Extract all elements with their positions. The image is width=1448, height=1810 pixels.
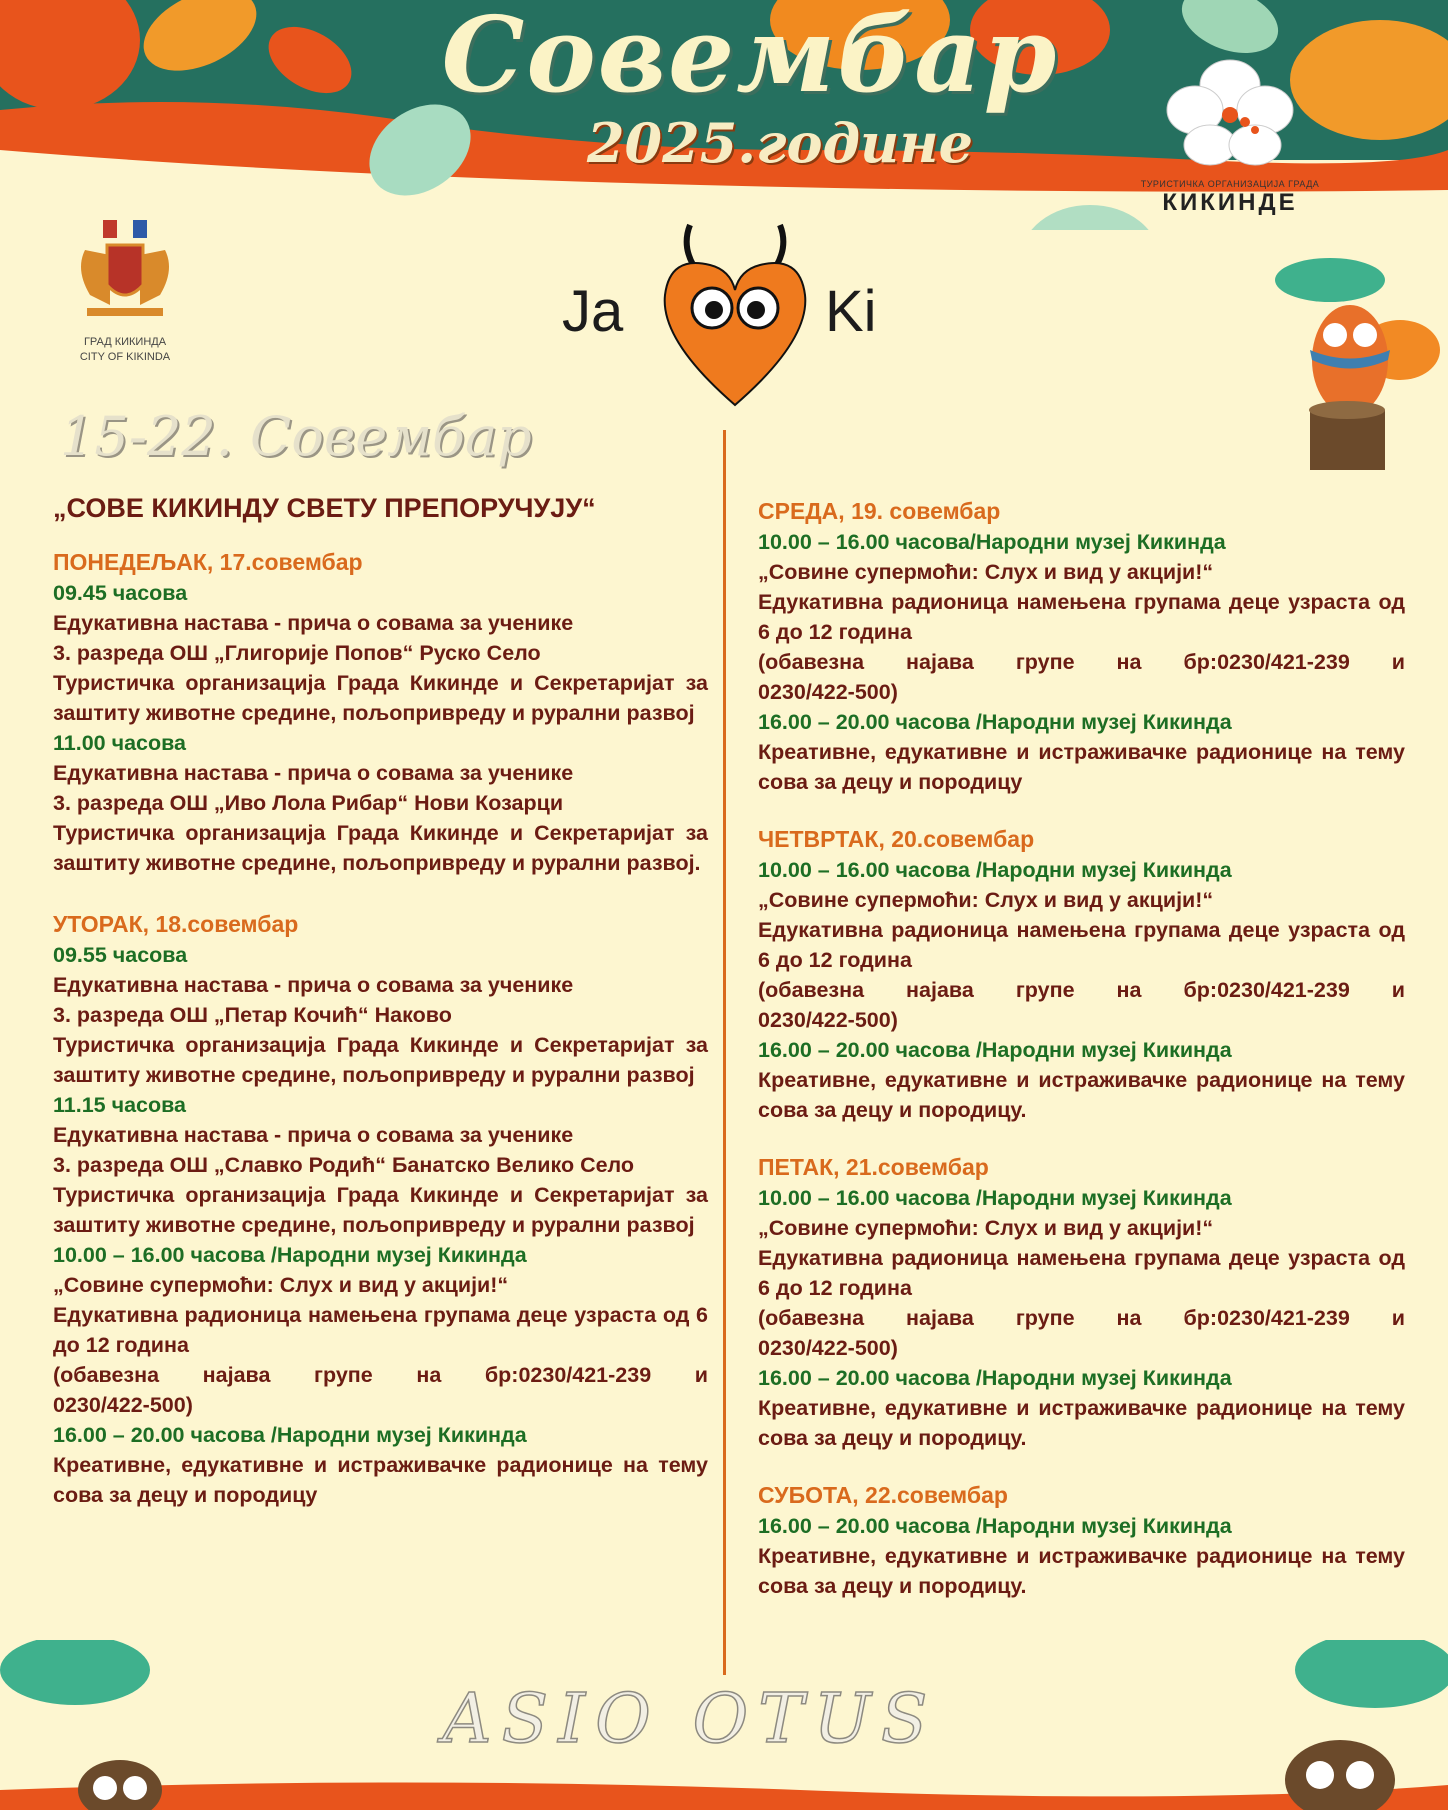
- booking-info: 0230/422-500): [758, 1008, 898, 1032]
- schedule-right-column: [758, 495, 1405, 1601]
- event-description: 3. разреда ОШ „Иво Лола Рибар“ Нови Козарци: [53, 791, 564, 815]
- headline: „СОВЕ КИКИНДУ СВЕТУ ПРЕПОРУЧУЈУ“: [53, 493, 596, 523]
- jaki-left-text: Ja: [562, 279, 624, 344]
- event-time: 10.00 – 16.00 часова /Народни музеј Кикинда: [758, 858, 1232, 882]
- flower-icon: [1155, 50, 1305, 170]
- event-time: 09.45 часова: [53, 581, 188, 605]
- event-description: 3. разреда ОШ „Глигорије Попов“ Руско Село: [53, 641, 541, 665]
- event-time: 16.00 – 20.00 часова /Народни музеј Кикинда: [758, 1366, 1232, 1390]
- event-time: 16.00 – 20.00 часова /Народни музеј Кикинда: [758, 1514, 1232, 1538]
- coat-of-arms-icon: [65, 210, 185, 330]
- tourist-org-name: КИКИНДЕ: [1162, 189, 1298, 216]
- day-thursday: ЧЕТВРТАК, 20.совембар: [758, 826, 1035, 852]
- event-description: Креативне, едукативне и истраживачке радионице на тему сова за децу и породицу: [758, 740, 1405, 794]
- day-tuesday: УТОРАК, 18.совембар: [53, 911, 299, 937]
- city-label-latin: CITY OF KIKINDA: [79, 351, 171, 363]
- booking-info: (обавезна најава групе на бр:0230/421-239 и: [758, 650, 1405, 674]
- booking-info: (обавезна најава групе на бр:0230/421-239 и: [53, 1363, 708, 1387]
- owl-illustration-icon: [1270, 255, 1448, 505]
- event-description: 3. разреда ОШ „Петар Кочић“ Наково: [53, 1003, 452, 1027]
- event-title: „Совине супермоћи: Слух и вид у акцији!“: [758, 560, 1214, 584]
- event-time: 09.55 часова: [53, 943, 188, 967]
- schedule-left-column: [53, 492, 708, 1510]
- booking-info: (обавезна најава групе на бр:0230/421-239 и: [758, 1306, 1405, 1330]
- event-description: Едукативна радионица намењена групама деце узраста од 6 до 12 година: [758, 918, 1405, 972]
- event-description: Креативне, едукативне и истраживачке радионице на тему сова за децу и породицу.: [758, 1396, 1405, 1450]
- event-organizer: Туристичка организација Града Кикинде и Секретаријат за заштиту животне средине, пољопривреду и рурални развој.: [53, 821, 708, 875]
- page-title: Совембар: [441, 0, 1059, 116]
- event-time: 11.00 часова: [53, 731, 187, 755]
- event-organizer: Туристичка организација Града Кикинде и Секретаријат за заштиту животне средине, пољопривреду и рурални развој: [53, 1033, 708, 1087]
- event-description: Едукативна настава - прича о совама за ученике: [53, 973, 574, 997]
- city-crest: [60, 210, 190, 375]
- species-name: ASIO OTUS: [442, 1680, 938, 1759]
- owl-heart-icon: [650, 220, 820, 410]
- column-divider: [723, 430, 726, 1675]
- event-description: 3. разреда ОШ „Славко Родић“ Банатско Велико Село: [53, 1153, 635, 1177]
- event-title: „Совине супермоћи: Слух и вид у акцији!“: [53, 1273, 509, 1297]
- event-description: Едукативна настава - прича о совама за ученике: [53, 761, 574, 785]
- event-organizer: Туристичка организација Града Кикинде и Секретаријат за заштиту животне средине, пољопривреду и рурални развој: [53, 671, 708, 725]
- date-range: 15-22. Совембар: [60, 405, 532, 468]
- day-monday: ПОНЕДЕЉАК, 17.совембар: [53, 549, 363, 575]
- event-description: Едукативна настава - прича о совама за ученике: [53, 611, 574, 635]
- day-saturday: СУБОТА, 22.совембар: [758, 1482, 1008, 1508]
- jaki-right-text: Ki: [825, 279, 877, 344]
- event-description: Едукативна радионица намењена групама деце узраста од 6 до 12 година: [758, 590, 1405, 644]
- event-time: 11.15 часова: [53, 1093, 187, 1117]
- event-title: „Совине супермоћи: Слух и вид у акцији!“: [758, 888, 1214, 912]
- event-title: „Совине супермоћи: Слух и вид у акцији!“: [758, 1216, 1214, 1240]
- city-label-cyrillic: ГРАД КИКИНДА: [83, 336, 167, 348]
- event-organizer: Туристичка организација Града Кикинде и Секретаријат за заштиту животне средине, пољопривреду и рурални развој: [53, 1183, 708, 1237]
- event-description: Креативне, едукативне и истраживачке радионице на тему сова за децу и породицу.: [758, 1068, 1405, 1122]
- event-time: 10.00 – 16.00 часова /Народни музеј Кикинда: [53, 1243, 527, 1267]
- event-time: 10.00 – 16.00 часова /Народни музеј Кикинда: [758, 1186, 1232, 1210]
- day-friday: ПЕТАК, 21.совембар: [758, 1154, 989, 1180]
- booking-info: 0230/422-500): [53, 1393, 193, 1417]
- event-description: Едукативна радионица намењена групама деце узраста од 6 до 12 година: [758, 1246, 1405, 1300]
- jaki-logo: [550, 220, 910, 410]
- event-description: Едукативна радионица намењена групама деце узраста од 6 до 12 година: [53, 1303, 708, 1357]
- event-description: Креативне, едукативне и истраживачке радионице на тему сова за децу и породицу.: [758, 1544, 1405, 1598]
- tourist-organization-logo: [1140, 50, 1320, 240]
- event-time: 16.00 – 20.00 часова /Народни музеј Кикинда: [758, 1038, 1232, 1062]
- tourist-org-small-label: ТУРИСТИЧКА ОРГАНИЗАЦИЈА ГРАДА: [1140, 179, 1320, 189]
- event-description: Креативне, едукативне и истраживачке радионице на тему сова за децу и породицу: [53, 1453, 708, 1507]
- year-subtitle: 2025.године: [586, 111, 973, 175]
- booking-info: 0230/422-500): [758, 680, 898, 704]
- day-wednesday: СРЕДА, 19. совембар: [758, 498, 1001, 524]
- event-description: Едукативна настава - прича о совама за ученике: [53, 1123, 574, 1147]
- event-time: 16.00 – 20.00 часова /Народни музеј Кикинда: [758, 710, 1232, 734]
- event-time: 10.00 – 16.00 часова/Народни музеј Кикинда: [758, 530, 1226, 554]
- booking-info: (обавезна најава групе на бр:0230/421-239 и: [758, 978, 1405, 1002]
- event-time: 16.00 – 20.00 часова /Народни музеј Кикинда: [53, 1423, 527, 1447]
- booking-info: 0230/422-500): [758, 1336, 898, 1360]
